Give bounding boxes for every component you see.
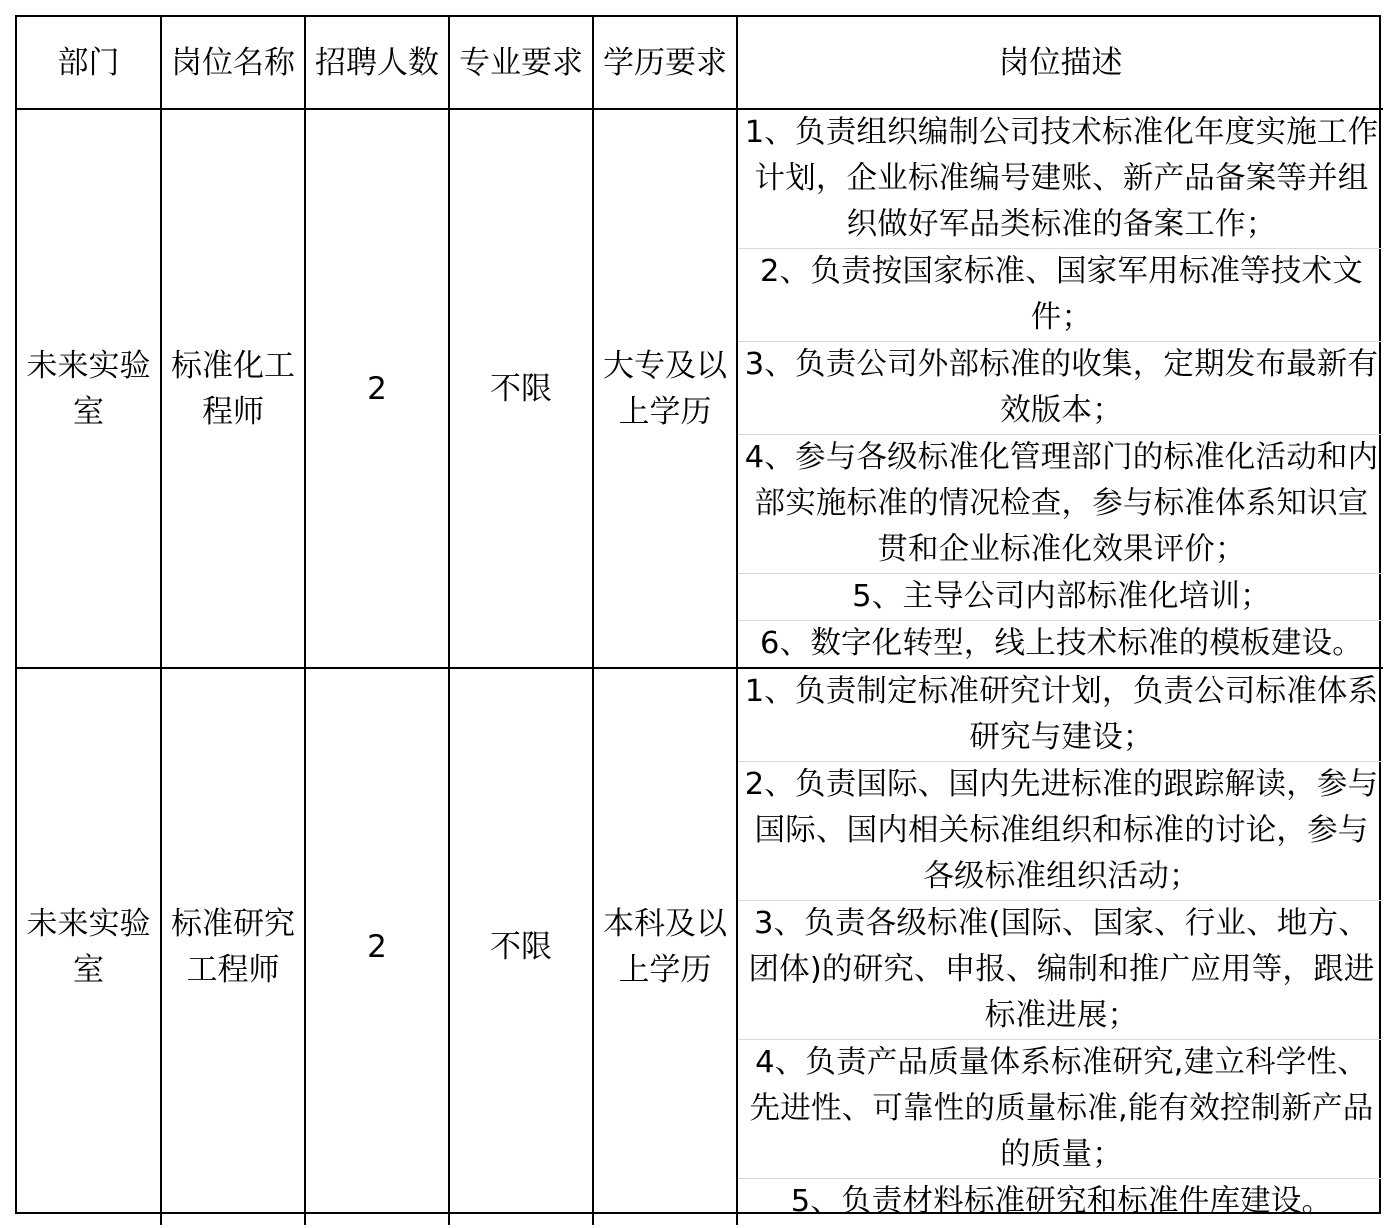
header-education: 学历要求: [593, 17, 737, 109]
position-text: 标准研究工程师: [171, 906, 295, 988]
description-item: 5、主导公司内部标准化培训；: [738, 574, 1383, 621]
position-text: 标准化工程师: [171, 347, 295, 430]
description-item: 2、负责按国家标准、国家军用标准等技术文件；: [738, 249, 1383, 342]
cell-department: [17, 668, 161, 1225]
cell-education: [593, 109, 737, 668]
education-text: 本科及以上学历: [603, 906, 727, 988]
department-text: 未来实验室: [26, 906, 151, 988]
cell-position: [161, 668, 305, 1225]
description-item: 3、负责各级标准(国际、国家、行业、地方、团体)的研究、申报、编制和推广应用等，跟进标准进展；: [738, 901, 1383, 1040]
description-item: 4、负责产品质量体系标准研究,建立科学性、先进性、可靠性的质量标准,能有效控制新产品的质量；: [738, 1040, 1383, 1179]
description-item: 2、负责国际、国内先进标准的跟踪解读，参与国际、国内相关标准组织和标准的讨论，参与各级标准组织活动；: [738, 762, 1383, 901]
table-row: [17, 109, 1383, 668]
cell-headcount: 2: [305, 109, 449, 668]
education-text: 大专及以上学历: [603, 347, 727, 430]
cell-major: 不限: [449, 668, 593, 1225]
header-department: 部门: [17, 17, 161, 109]
cell-description: [737, 109, 1383, 668]
header-position: 岗位名称: [161, 17, 305, 109]
cell-headcount: 2: [305, 668, 449, 1225]
header-major: 专业要求: [449, 17, 593, 109]
cell-position: [161, 109, 305, 668]
recruitment-table-sheet: [15, 15, 1381, 1219]
cell-education: [593, 668, 737, 1225]
header-description: 岗位描述: [737, 17, 1383, 109]
description-item: 1、负责制定标准研究计划，负责公司标准体系研究与建设；: [738, 669, 1383, 762]
description-list: [738, 669, 1383, 1225]
description-item: 3、负责公司外部标准的收集，定期发布最新有效版本；: [738, 342, 1383, 435]
cell-description: [737, 668, 1383, 1225]
table-header-row: [17, 17, 1383, 109]
header-headcount: 招聘人数: [305, 17, 449, 109]
description-item: 5、负责材料标准研究和标准件库建设。: [790, 1184, 1333, 1219]
cell-department: [17, 109, 161, 668]
description-item: 6、数字化转型，线上技术标准的模板建设。: [760, 626, 1363, 661]
description-list: [738, 110, 1383, 667]
description-item: 4、参与各级标准化管理部门的标准化活动和内部实施标准的情况检查，参与标准体系知识宣贯和企业标准化效果评价；: [738, 435, 1383, 574]
department-text: 未来实验室: [26, 347, 151, 430]
cell-major: 不限: [449, 109, 593, 668]
recruitment-table: [17, 17, 1383, 1225]
description-item: 1、负责组织编制公司技术标准化年度实施工作计划，企业标准编号建账、新产品备案等并组织做好军品类标准的备案工作；: [738, 110, 1383, 249]
table-row: [17, 668, 1383, 1225]
